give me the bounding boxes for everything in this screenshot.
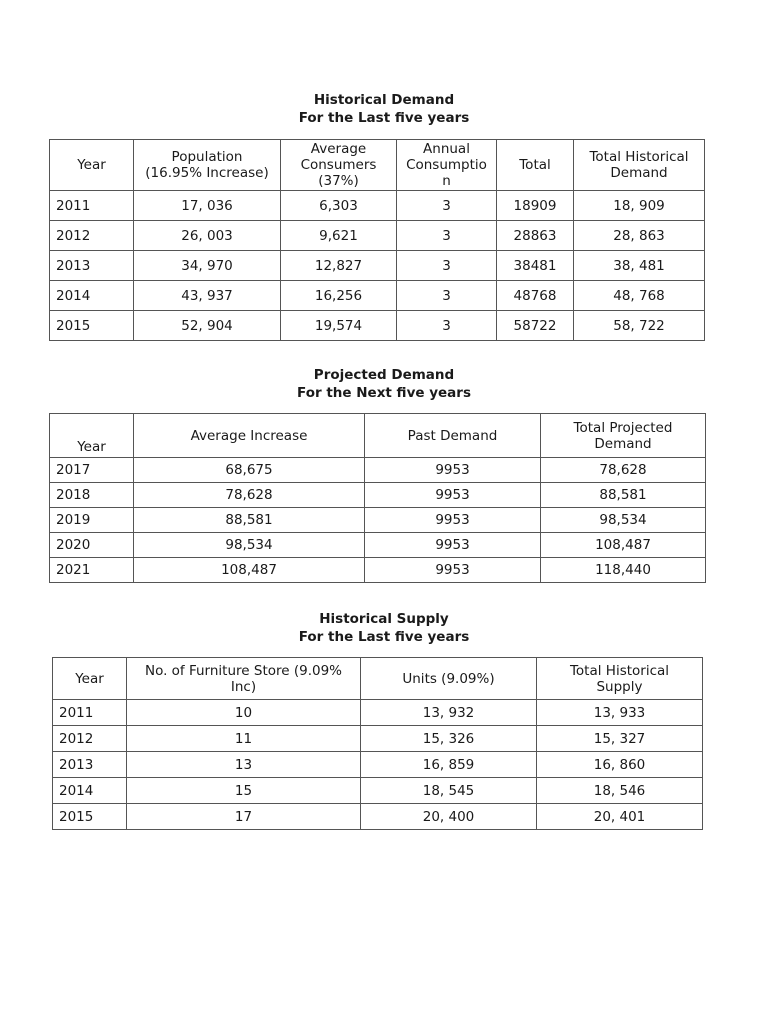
table-cell: 3 [397, 281, 497, 311]
header-line: Total Historical Demand [589, 149, 689, 181]
historical-supply-body [53, 700, 703, 830]
table-cell: 20, 400 [361, 804, 537, 830]
table-cell: 48768 [497, 281, 574, 311]
table-row [53, 804, 703, 830]
table-cell: 13 [127, 752, 361, 778]
column-header-past-demand: Past Demand [365, 414, 541, 458]
projected-demand-subtitle-line: For the Next five years [297, 385, 471, 401]
column-header-year: Year [50, 414, 134, 458]
table-cell-year: 2012 [50, 221, 134, 251]
historical-demand-title [0, 91, 768, 127]
column-header-average-increase: Average Increase [134, 414, 365, 458]
table-cell: 43, 937 [134, 281, 281, 311]
table-cell: 16,256 [281, 281, 397, 311]
header-line: Total Historical Supply [569, 662, 670, 695]
table-cell-year: 2012 [53, 726, 127, 752]
table-cell-year: 2011 [50, 191, 134, 221]
table-cell: 16, 860 [537, 752, 703, 778]
table-row [50, 458, 706, 483]
historical-supply-table [52, 657, 703, 830]
table-row [50, 483, 706, 508]
table-cell: 3 [397, 221, 497, 251]
table-cell: 38, 481 [574, 251, 705, 281]
table-cell: 98,534 [134, 533, 365, 558]
historical-supply-title-line: Historical Supply [319, 611, 449, 627]
header-line: Total Projected Demand [573, 419, 673, 452]
table-cell: 3 [397, 251, 497, 281]
table-row [50, 251, 705, 281]
table-cell-year: 2013 [50, 251, 134, 281]
table-cell: 15, 326 [361, 726, 537, 752]
table-cell: 34, 970 [134, 251, 281, 281]
column-header-total-projected-demand [541, 414, 706, 458]
table-cell-year: 2020 [50, 533, 134, 558]
table-cell: 18, 909 [574, 191, 705, 221]
table-cell: 6,303 [281, 191, 397, 221]
table-cell: 12,827 [281, 251, 397, 281]
table-cell: 78,628 [134, 483, 365, 508]
column-header-total-historical-supply [537, 658, 703, 700]
table-row [53, 700, 703, 726]
table-cell: 3 [397, 191, 497, 221]
historical-supply-subtitle-line: For the Last five years [298, 629, 470, 645]
table-cell: 28863 [497, 221, 574, 251]
historical-demand-title-line: Historical Demand [313, 92, 455, 108]
table-cell: 9,621 [281, 221, 397, 251]
table-cell: 18, 546 [537, 778, 703, 804]
table-cell: 88,581 [541, 483, 706, 508]
table-row [50, 558, 706, 583]
table-cell: 38481 [497, 251, 574, 281]
table-cell: 15, 327 [537, 726, 703, 752]
projected-demand-body [50, 458, 706, 583]
table-cell: 68,675 [134, 458, 365, 483]
table-cell-year: 2019 [50, 508, 134, 533]
table-cell: 3 [397, 311, 497, 341]
table-row [50, 533, 706, 558]
historical-demand-body [50, 191, 705, 341]
table-cell-year: 2015 [50, 311, 134, 341]
table-row [50, 221, 705, 251]
projected-demand-table [49, 413, 706, 583]
historical-supply-title [0, 610, 768, 646]
table-cell: 26, 003 [134, 221, 281, 251]
column-header-year: Year [50, 140, 134, 191]
table-cell: 88,581 [134, 508, 365, 533]
table-cell: 13, 933 [537, 700, 703, 726]
table-cell-year: 2014 [50, 281, 134, 311]
table-cell-year: 2017 [50, 458, 134, 483]
table-header-row [50, 140, 705, 191]
table-cell: 9953 [365, 483, 541, 508]
table-cell: 9953 [365, 458, 541, 483]
table-cell-year: 2013 [53, 752, 127, 778]
table-cell: 13, 932 [361, 700, 537, 726]
table-cell: 98,534 [541, 508, 706, 533]
table-cell: 17 [127, 804, 361, 830]
table-header-row [50, 414, 706, 458]
column-header-units: Units (9.09%) [361, 658, 537, 700]
column-header-year: Year [53, 658, 127, 700]
table-cell-year: 2011 [53, 700, 127, 726]
table-row [53, 778, 703, 804]
table-row [50, 508, 706, 533]
historical-demand-table [49, 139, 705, 341]
historical-demand-subtitle-line: For the Last five years [298, 110, 470, 126]
column-header-total: Total [497, 140, 574, 191]
table-row [50, 311, 705, 341]
header-line: Population (16.95% Increase) [145, 149, 269, 181]
table-cell: 108,487 [541, 533, 706, 558]
table-cell: 9953 [365, 533, 541, 558]
table-cell-year: 2021 [50, 558, 134, 583]
table-cell: 108,487 [134, 558, 365, 583]
table-cell: 9953 [365, 558, 541, 583]
table-cell: 17, 036 [134, 191, 281, 221]
table-cell: 18909 [497, 191, 574, 221]
projected-demand-title-line: Projected Demand [313, 367, 455, 383]
column-header-average-consumers [281, 140, 397, 191]
table-cell: 48, 768 [574, 281, 705, 311]
column-header-population [134, 140, 281, 191]
table-cell: 18, 545 [361, 778, 537, 804]
table-cell: 28, 863 [574, 221, 705, 251]
table-cell: 58722 [497, 311, 574, 341]
table-cell: 16, 859 [361, 752, 537, 778]
column-header-furniture-stores [127, 658, 361, 700]
table-cell: 52, 904 [134, 311, 281, 341]
table-cell-year: 2018 [50, 483, 134, 508]
table-cell: 20, 401 [537, 804, 703, 830]
column-header-total-historical-demand [574, 140, 705, 191]
header-line: Annual Consumptio n [406, 141, 487, 189]
table-row [50, 281, 705, 311]
table-cell-year: 2014 [53, 778, 127, 804]
table-row [53, 726, 703, 752]
table-row [50, 191, 705, 221]
table-cell: 9953 [365, 508, 541, 533]
table-cell: 11 [127, 726, 361, 752]
table-cell: 10 [127, 700, 361, 726]
table-cell: 58, 722 [574, 311, 705, 341]
table-cell: 15 [127, 778, 361, 804]
table-header-row [53, 658, 703, 700]
column-header-annual-consumption [397, 140, 497, 191]
table-cell-year: 2015 [53, 804, 127, 830]
table-row [53, 752, 703, 778]
table-cell: 118,440 [541, 558, 706, 583]
header-line: Average Consumers (37%) [300, 141, 377, 189]
projected-demand-title [0, 366, 768, 402]
header-line: No. of Furniture Store (9.09% Inc) [144, 662, 343, 695]
table-cell: 78,628 [541, 458, 706, 483]
table-cell: 19,574 [281, 311, 397, 341]
